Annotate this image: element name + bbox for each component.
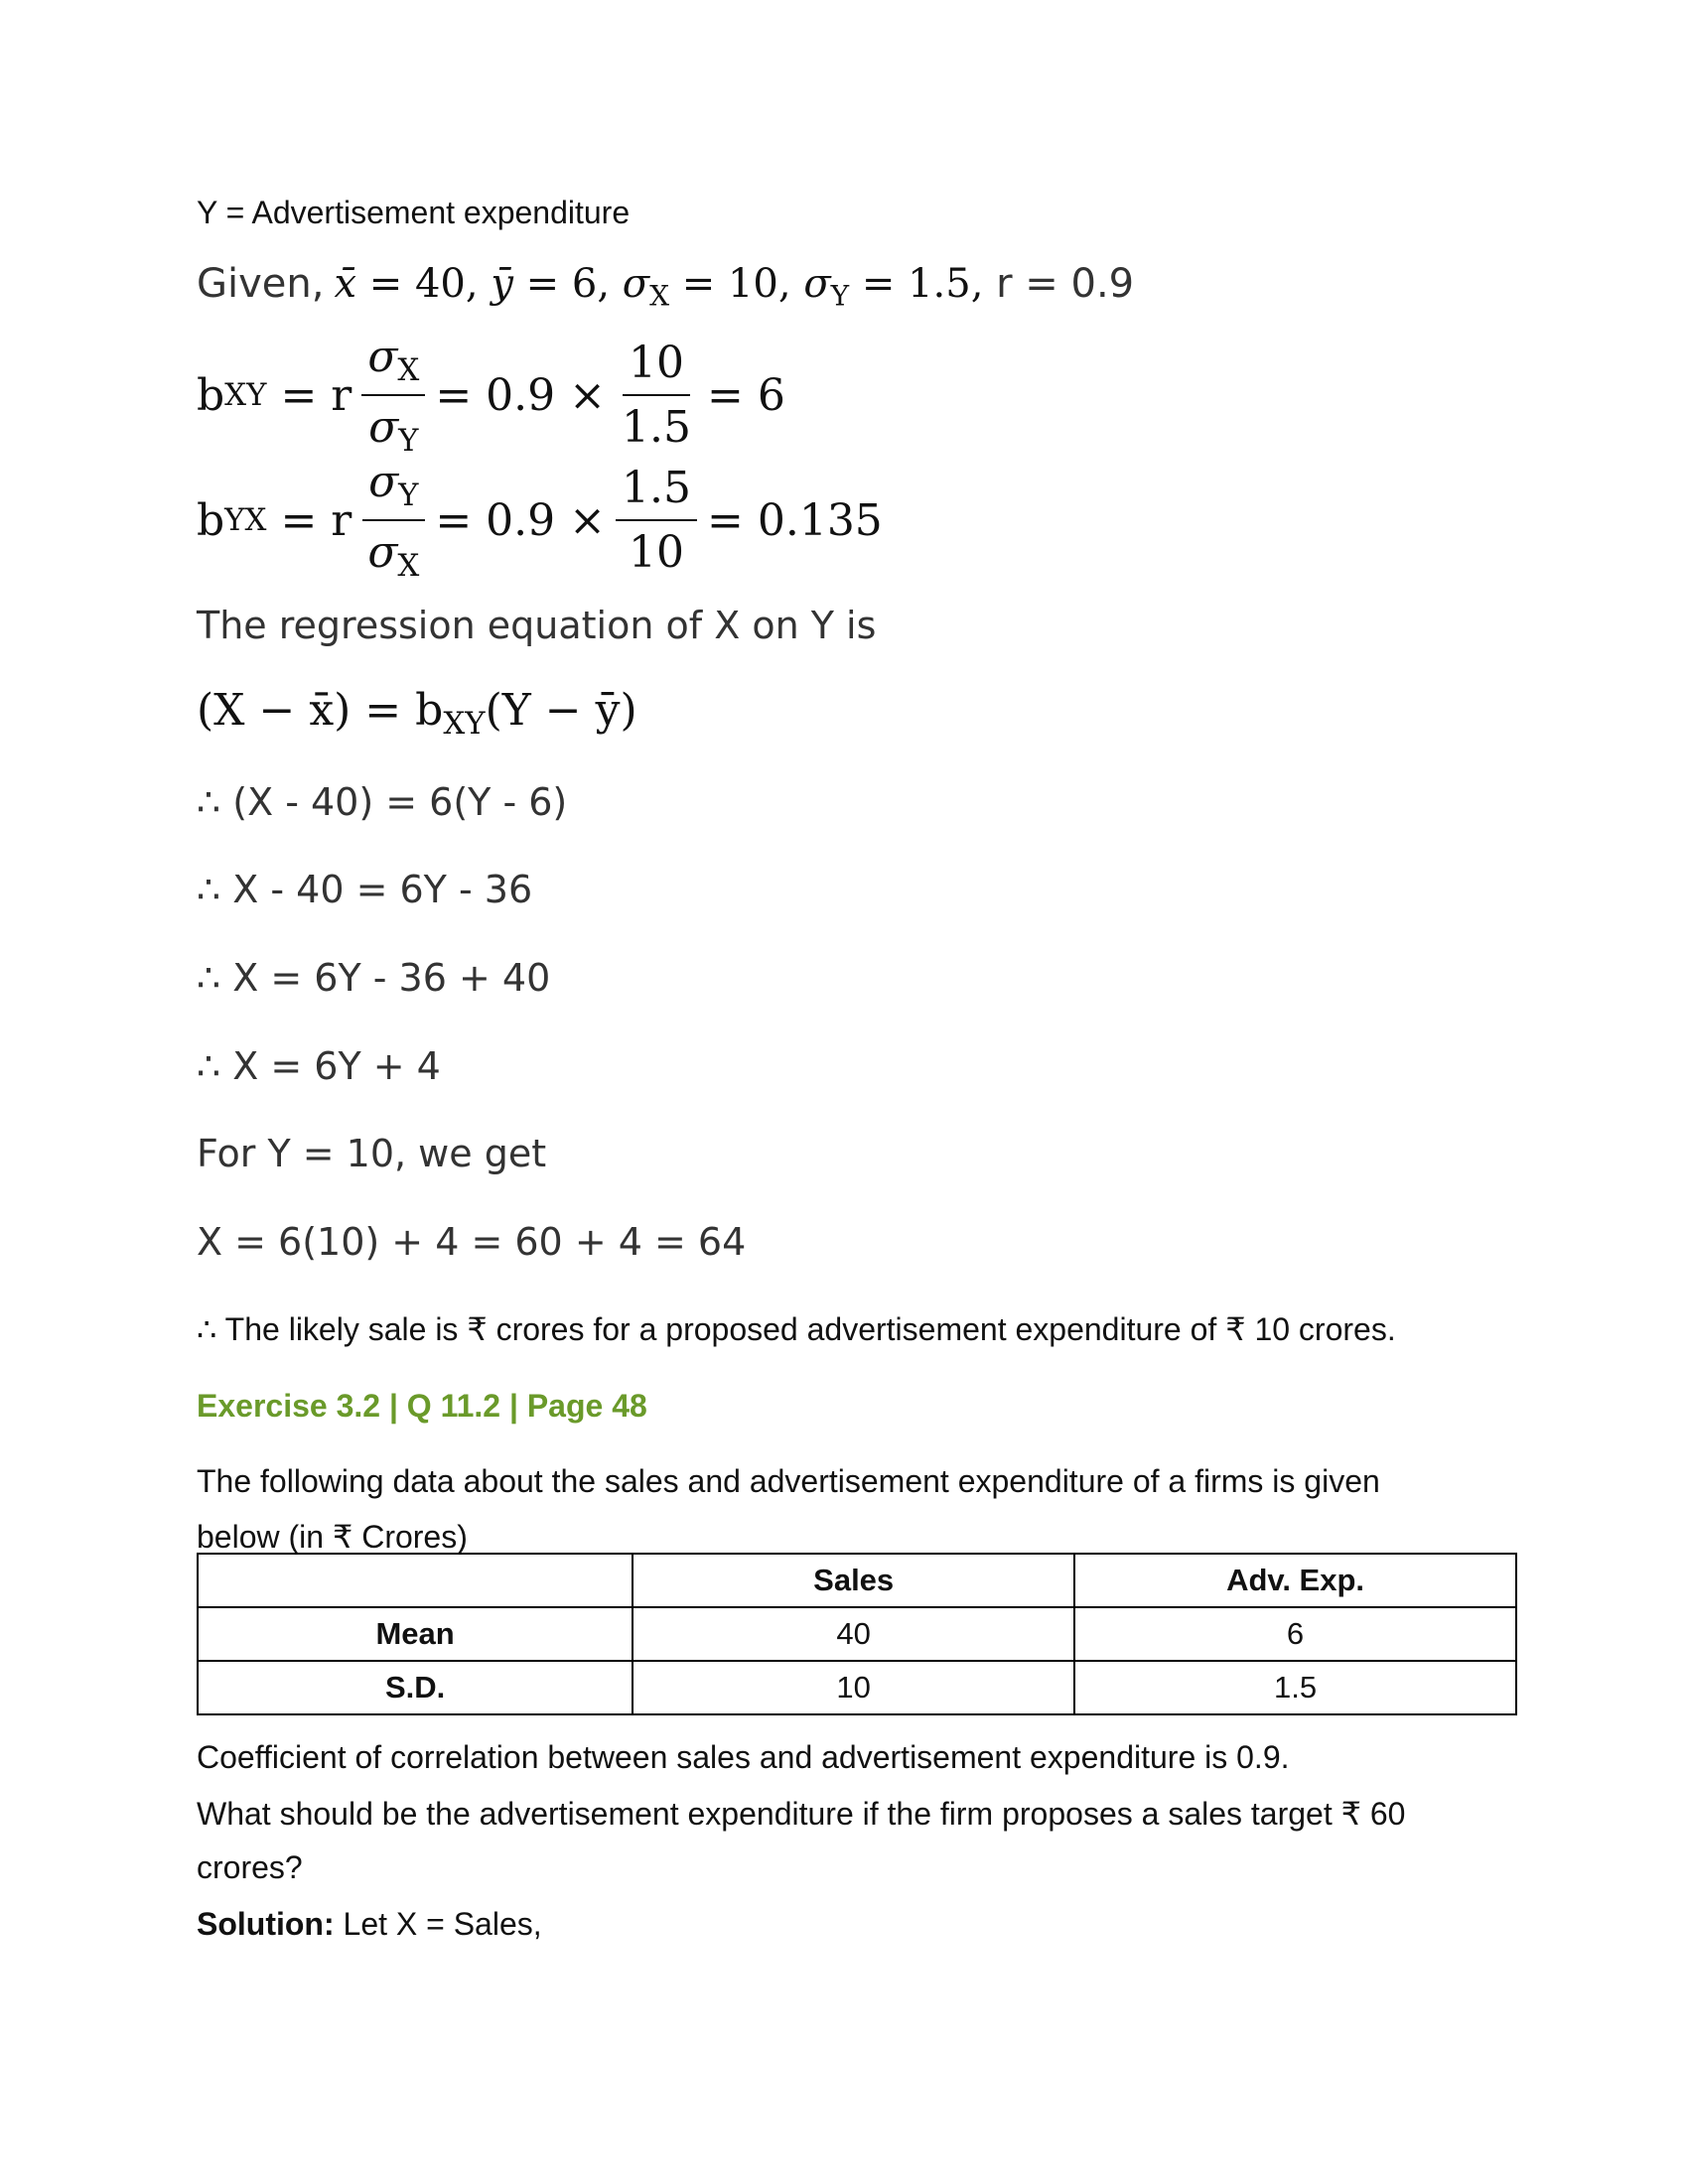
- table-row: [198, 1661, 1516, 1714]
- fraction-denominator: 1.5: [622, 402, 691, 454]
- x-bar-symbol: x̄: [334, 261, 357, 307]
- b-symbol: b: [197, 369, 225, 421]
- y-bar-symbol: ȳ: [491, 261, 513, 307]
- b-symbol: b: [197, 494, 225, 546]
- table-header-cell: Adv. Exp.: [1074, 1554, 1516, 1607]
- coefficient-line: Coefficient of correlation between sales and advertisement expenditure is 0.9.: [197, 1739, 1290, 1775]
- subscript: Y: [830, 279, 850, 313]
- fraction-denominator: 10: [628, 527, 684, 579]
- data-table: [197, 1553, 1517, 1715]
- equals-sign: =: [861, 261, 896, 307]
- equals-sign: =: [525, 261, 560, 307]
- exercise-heading: Exercise 3.2 | Q 11.2 | Page 48: [197, 1388, 647, 1424]
- byx-equation: [197, 457, 883, 584]
- sigma-symbol: σ: [367, 527, 398, 579]
- intro-line: Y = Advertisement expenditure: [197, 195, 631, 230]
- byx-result: = 0.135: [706, 494, 883, 546]
- r-value: r = 0.9: [996, 261, 1135, 307]
- step-line: ∴ X = 6Y + 4: [197, 1044, 441, 1088]
- solution-label: Solution:: [197, 1906, 335, 1942]
- sigma-fraction: [361, 332, 425, 459]
- sigma-symbol: σ: [367, 332, 398, 382]
- solution-line: [197, 1906, 542, 1943]
- for-y-line: For Y = 10, we get: [197, 1132, 547, 1175]
- table-header-row: [198, 1554, 1516, 1607]
- regression-intro: The regression equation of X on Y is: [197, 604, 877, 647]
- equals-r: = r: [280, 494, 352, 546]
- x-mean-value: 40,: [414, 261, 479, 307]
- equals-r: = r: [280, 369, 352, 421]
- multiply-expr: = 0.9 ×: [435, 494, 606, 546]
- sigma-symbol: σ: [622, 261, 650, 307]
- sigma-y-value: 1.5,: [908, 261, 984, 307]
- regression-right: (Y − ȳ): [485, 685, 637, 736]
- subscript: X: [397, 548, 420, 585]
- given-line: [197, 260, 1134, 312]
- regression-left: (X − x̄) = b: [197, 685, 444, 736]
- subscript: X: [649, 279, 670, 313]
- multiply-expr: = 0.9 ×: [435, 369, 606, 421]
- given-label: Given,: [197, 261, 325, 307]
- bxy-equation: [197, 332, 785, 459]
- table-header-cell: [198, 1554, 633, 1607]
- subscript: Y: [398, 423, 419, 460]
- table-cell: 10: [633, 1661, 1074, 1714]
- regression-equation: [197, 685, 637, 742]
- question-line: The following data about the sales and advertisement expenditure of a firms is given: [197, 1463, 1380, 1499]
- table-cell: 1.5: [1074, 1661, 1516, 1714]
- sigma-symbol: σ: [368, 402, 399, 454]
- subscript: Y: [398, 478, 419, 514]
- conclusion-line: ∴ The likely sale is ₹ crores for a proposed advertisement expenditure of ₹ 10 crores.: [197, 1311, 1396, 1347]
- sigma-fraction: [361, 457, 425, 584]
- table-cell: 40: [633, 1607, 1074, 1661]
- y-mean-value: 6,: [571, 261, 611, 307]
- table-header-cell: Sales: [633, 1554, 1074, 1607]
- step-line: ∴ (X - 40) = 6(Y - 6): [197, 780, 568, 824]
- table-row-header: Mean: [198, 1607, 633, 1661]
- sigma-x-value: 10,: [727, 261, 791, 307]
- question-line: crores?: [197, 1849, 303, 1885]
- table-row: [198, 1607, 1516, 1661]
- table-cell: 6: [1074, 1607, 1516, 1661]
- value-fraction: [616, 338, 697, 453]
- subscript: X: [397, 352, 420, 389]
- subscript: YX: [224, 502, 267, 539]
- sigma-symbol: σ: [803, 261, 831, 307]
- x-result-line: X = 6(10) + 4 = 60 + 4 = 64: [197, 1220, 747, 1264]
- subscript: XY: [443, 706, 486, 743]
- solution-text: Let X = Sales,: [334, 1906, 542, 1942]
- bxy-result: = 6: [706, 369, 785, 421]
- question-line: below (in ₹ Crores): [197, 1519, 468, 1555]
- sigma-symbol: σ: [368, 457, 399, 507]
- fraction-numerator: 10: [623, 338, 690, 396]
- table-row-header: S.D.: [198, 1661, 633, 1714]
- subscript: XY: [224, 377, 267, 414]
- step-line: ∴ X - 40 = 6Y - 36: [197, 868, 533, 911]
- question-line: What should be the advertisement expenditure if the firm proposes a sales target ₹ 60: [197, 1796, 1406, 1832]
- equals-sign: =: [368, 261, 403, 307]
- value-fraction: [616, 463, 697, 578]
- equals-sign: =: [681, 261, 716, 307]
- step-line: ∴ X = 6Y - 36 + 40: [197, 956, 551, 1000]
- fraction-numerator: 1.5: [616, 463, 697, 521]
